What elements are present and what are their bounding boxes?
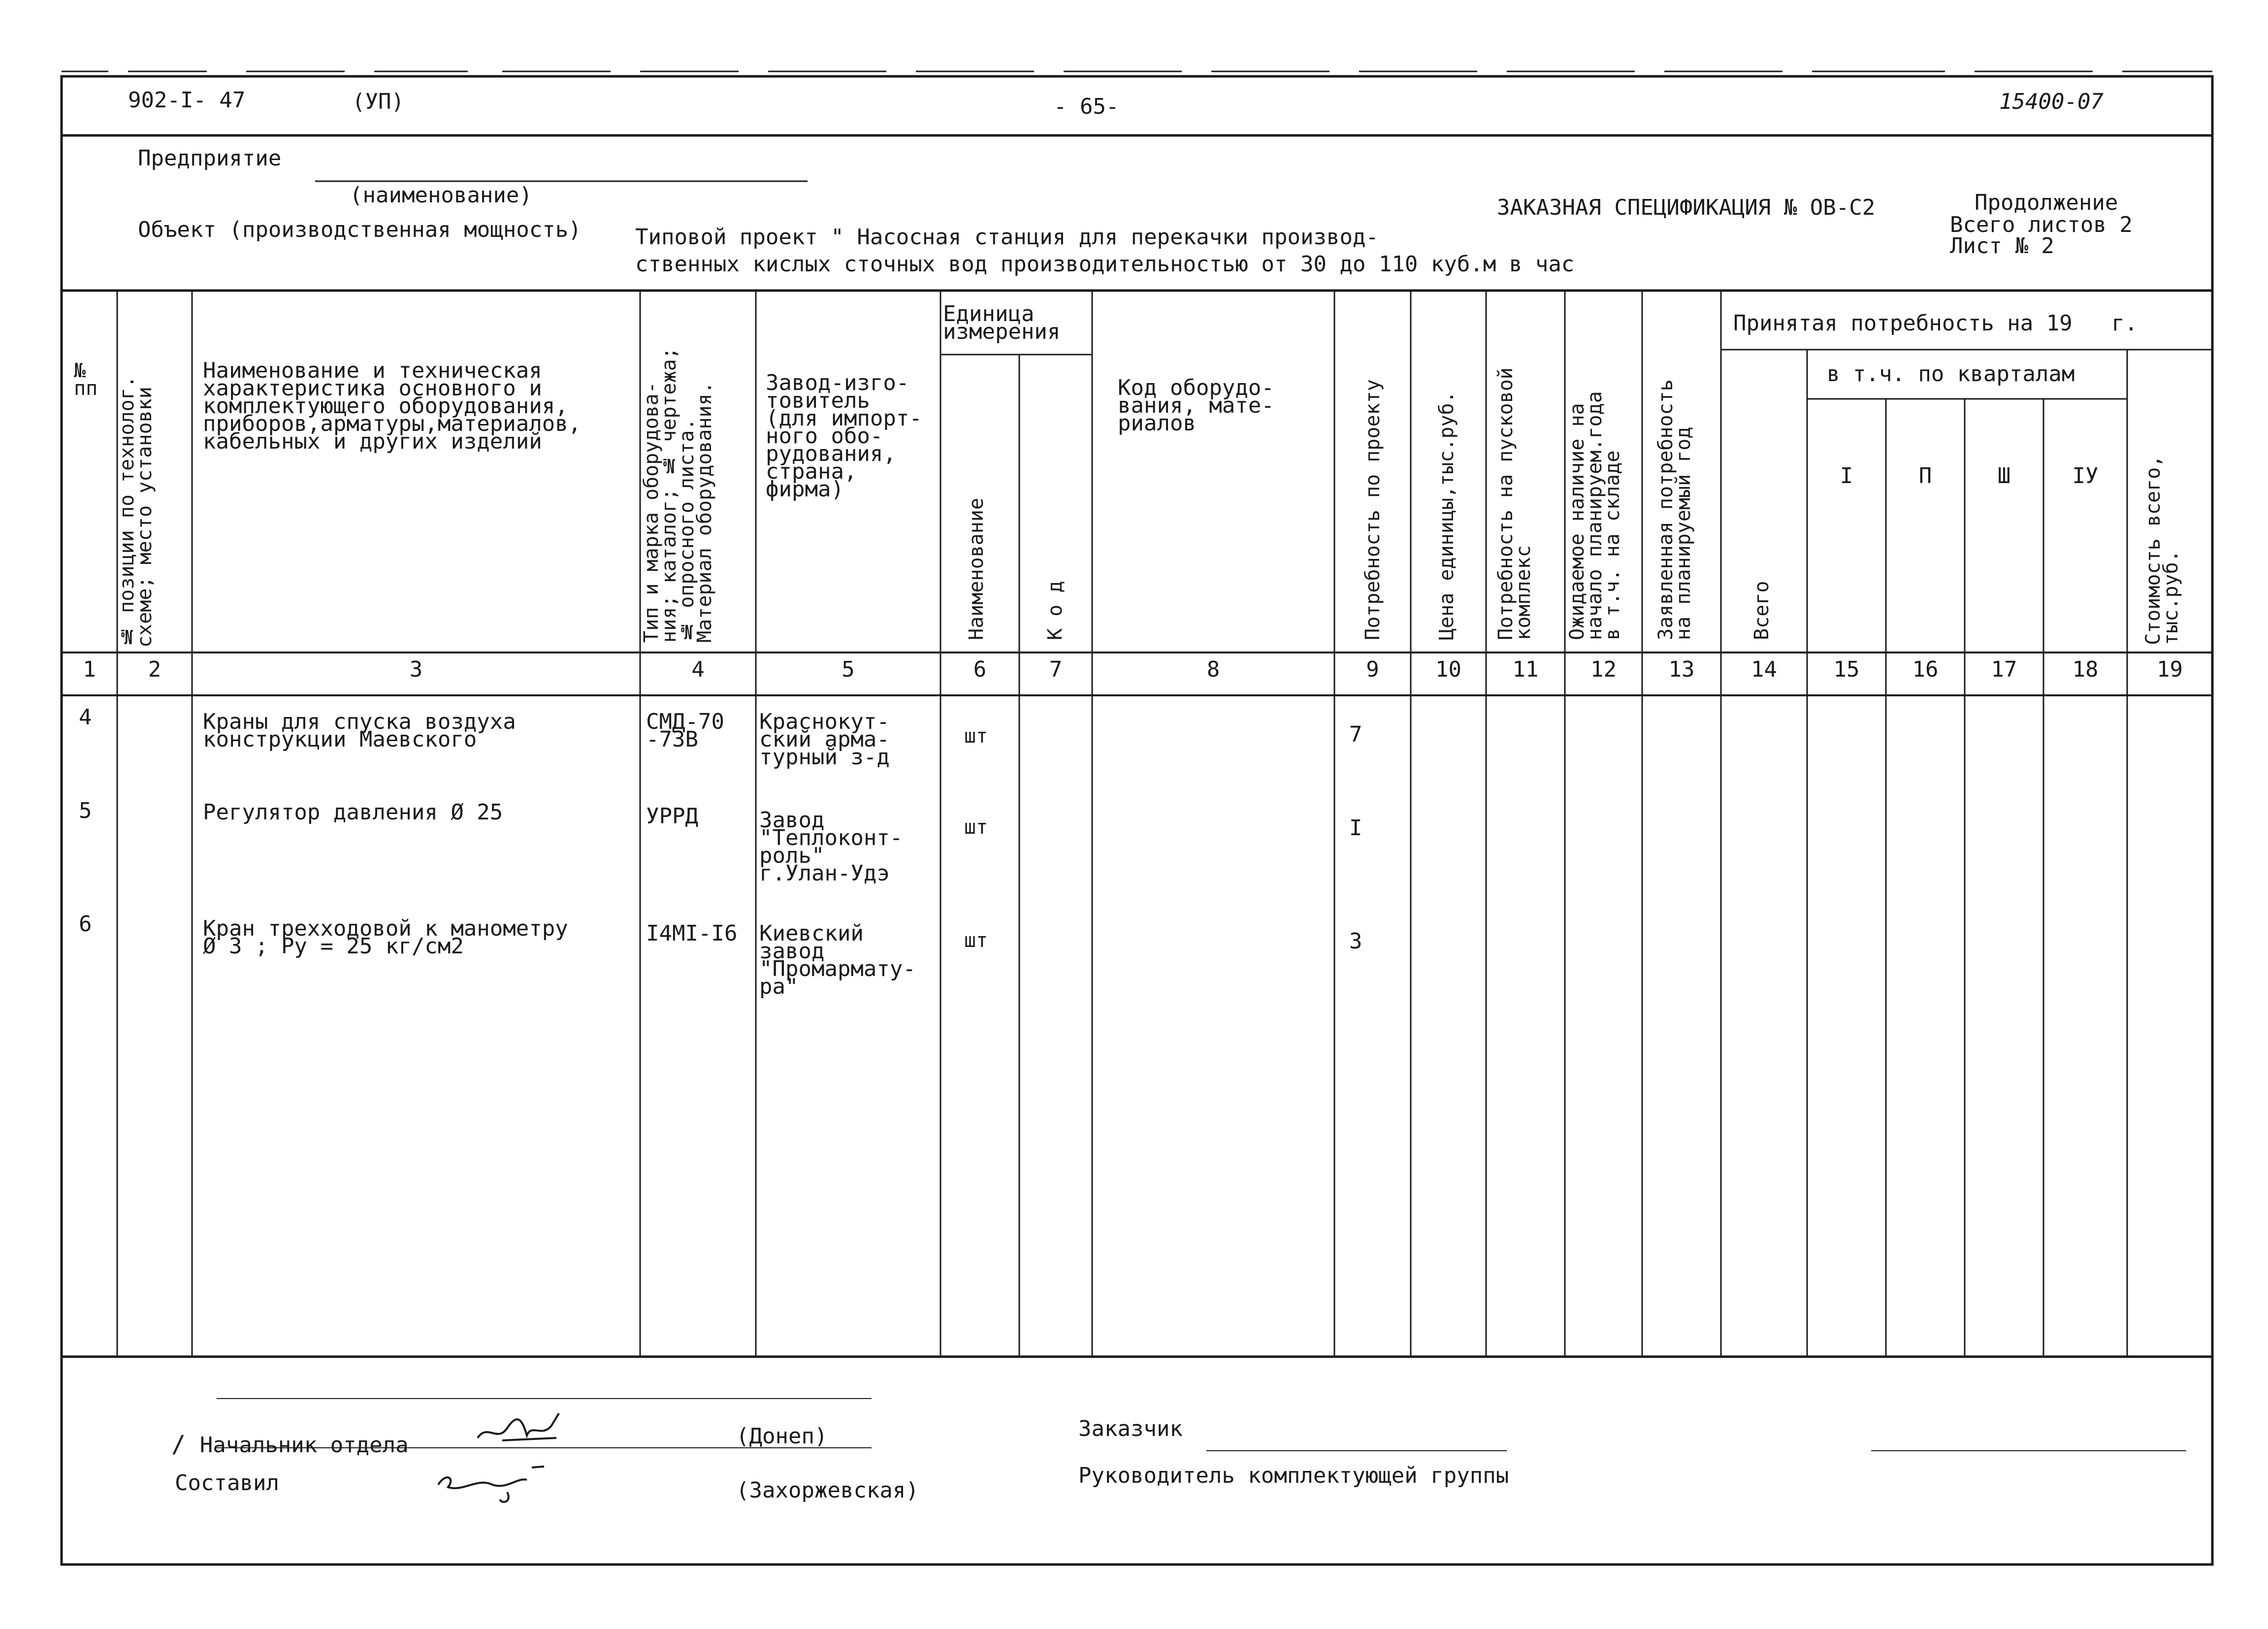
author-signature-icon	[433, 1458, 547, 1507]
column-header-manufacturer: Завод-изго- товитель (для импорт- ного обо- рудования, страна, фирма)	[766, 370, 922, 502]
item-type: СМД-70 -73В	[646, 709, 724, 752]
continuation-label: Продолжение	[1975, 190, 2118, 215]
column-header-unit-code: К о д	[1044, 581, 1067, 640]
row-number: 6	[79, 912, 92, 937]
object-line-2: ственных кислых сточных вод производительностью от 30 до 110 куб.м в час	[635, 252, 1575, 277]
column-header-quarters: в т.ч. по кварталам	[1827, 361, 2075, 387]
column-header-demand: Потребность по проекту	[1361, 379, 1384, 640]
column-header-stock: Ожидаемое наличие на начало планируем.года в т.ч. на складе	[1566, 391, 1624, 640]
item-name: Регулятор давления Ø 25	[203, 800, 503, 825]
column-header-unit-group: Единица измерения	[943, 301, 1061, 344]
object-line-1: Типовой проект " Насосная станция для перекачки производ-	[635, 225, 1379, 250]
row-number: 5	[79, 798, 92, 823]
column-header-requested: Заявленная потребность на планируемый год	[1654, 379, 1695, 640]
total-sheets: Всего листов 2	[1950, 212, 2133, 237]
group-head-label: Руководитель комплектующей группы	[1078, 1463, 1509, 1488]
item-manufacturer: Завод "Теплоконт- роль" г.Улан-Удэ	[759, 808, 903, 886]
column-header-total: Всего	[1750, 581, 1773, 640]
row-number: 4	[79, 705, 92, 730]
column-header-q3: Ш	[1997, 463, 2011, 489]
column-number: 15	[1833, 657, 1860, 682]
column-number: 1	[83, 657, 96, 682]
column-number: 8	[1206, 657, 1220, 682]
item-name: Кран трехходовой к манометру Ø 3 ; Ру = 25 кг/см2	[203, 916, 568, 959]
column-header-equipment-code: Код оборудо- вания, мате- риалов	[1118, 375, 1274, 436]
column-number: 14	[1751, 657, 1777, 682]
item-name: Краны для спуска воздуха конструкции Маевского	[203, 709, 516, 752]
object-label: Объект (производственная мощность)	[138, 217, 582, 242]
column-number: 6	[973, 657, 987, 682]
column-header-q2: П	[1918, 463, 1932, 489]
author-label: Составил	[175, 1470, 279, 1496]
column-number: 11	[1512, 657, 1539, 682]
column-number: 2	[148, 657, 162, 682]
doc-code: 902-I- 47	[128, 88, 246, 113]
column-number: 16	[1912, 657, 1939, 682]
page-number: - 65-	[1054, 94, 1119, 119]
item-type: I4МI-I6	[646, 921, 738, 946]
column-header-position: № позиции по технолог. схеме; место установки	[116, 376, 156, 648]
column-number: 3	[409, 657, 423, 682]
order-number: 15400-07	[1999, 89, 2104, 114]
enterprise-label: Предприятие	[138, 146, 282, 171]
column-header-cost: Стоимость всего, тыс.руб.	[2142, 455, 2182, 645]
column-header-q4: IУ	[2072, 463, 2099, 489]
column-number: 19	[2157, 657, 2183, 682]
item-unit: шт	[964, 929, 988, 952]
column-number: 7	[1049, 657, 1063, 682]
customer-label: Заказчик	[1078, 1416, 1183, 1441]
head-of-department-text: Начальник отдела	[199, 1433, 409, 1458]
column-header-price: Цена единицы,тыс.руб.	[1435, 391, 1458, 640]
column-number: 9	[1366, 657, 1379, 682]
column-header-name: Наименование и техническая характеристика основного и комплектующего оборудования, приборов,арматуры,материалов, кабельных и других изделий	[203, 358, 582, 454]
naming-note: (наименование)	[350, 183, 532, 208]
item-quantity: 3	[1349, 929, 1362, 954]
item-quantity: I	[1349, 815, 1362, 841]
head-of-department-label	[145, 1411, 409, 1456]
column-number: 5	[842, 657, 855, 682]
column-number: 10	[1435, 657, 1461, 682]
head-name: (Донеп)	[736, 1424, 828, 1449]
item-type: УРРД	[646, 804, 698, 829]
spec-title: ЗАКАЗНАЯ СПЕЦИФИКАЦИЯ № ОВ-С2	[1497, 195, 1876, 220]
column-number: 17	[1991, 657, 2017, 682]
item-quantity: 7	[1349, 722, 1362, 747]
column-number: 18	[2072, 657, 2099, 682]
item-unit: шт	[964, 816, 988, 839]
column-header-num: № пп	[74, 359, 98, 400]
item-unit: шт	[964, 725, 988, 748]
item-manufacturer: Краснокут- ский арма- турный з-д	[759, 709, 890, 770]
column-number: 4	[691, 657, 705, 682]
column-header-launch: Потребность на пусковой комплекс	[1494, 367, 1535, 640]
column-header-accepted: Принятая потребность на 19 г.	[1733, 311, 2138, 336]
sheet-number: Лист № 2	[1950, 233, 2054, 259]
item-manufacturer: Киевский завод "Промармату- ра"	[759, 921, 916, 999]
head-signature-icon	[473, 1408, 571, 1448]
author-name: (Захоржевская)	[736, 1478, 919, 1503]
column-number: 13	[1668, 657, 1695, 682]
column-header-type: Тип и марка оборудова- ния; каталог; № чертежа; № опросного листа. Материал оборудования.	[640, 347, 716, 643]
column-header-unit-name: Наименование	[965, 498, 988, 640]
album-marker: (УП)	[352, 89, 404, 114]
slash-mark: /	[171, 1431, 200, 1458]
column-number: 12	[1590, 657, 1617, 682]
column-header-q1: I	[1840, 463, 1853, 489]
